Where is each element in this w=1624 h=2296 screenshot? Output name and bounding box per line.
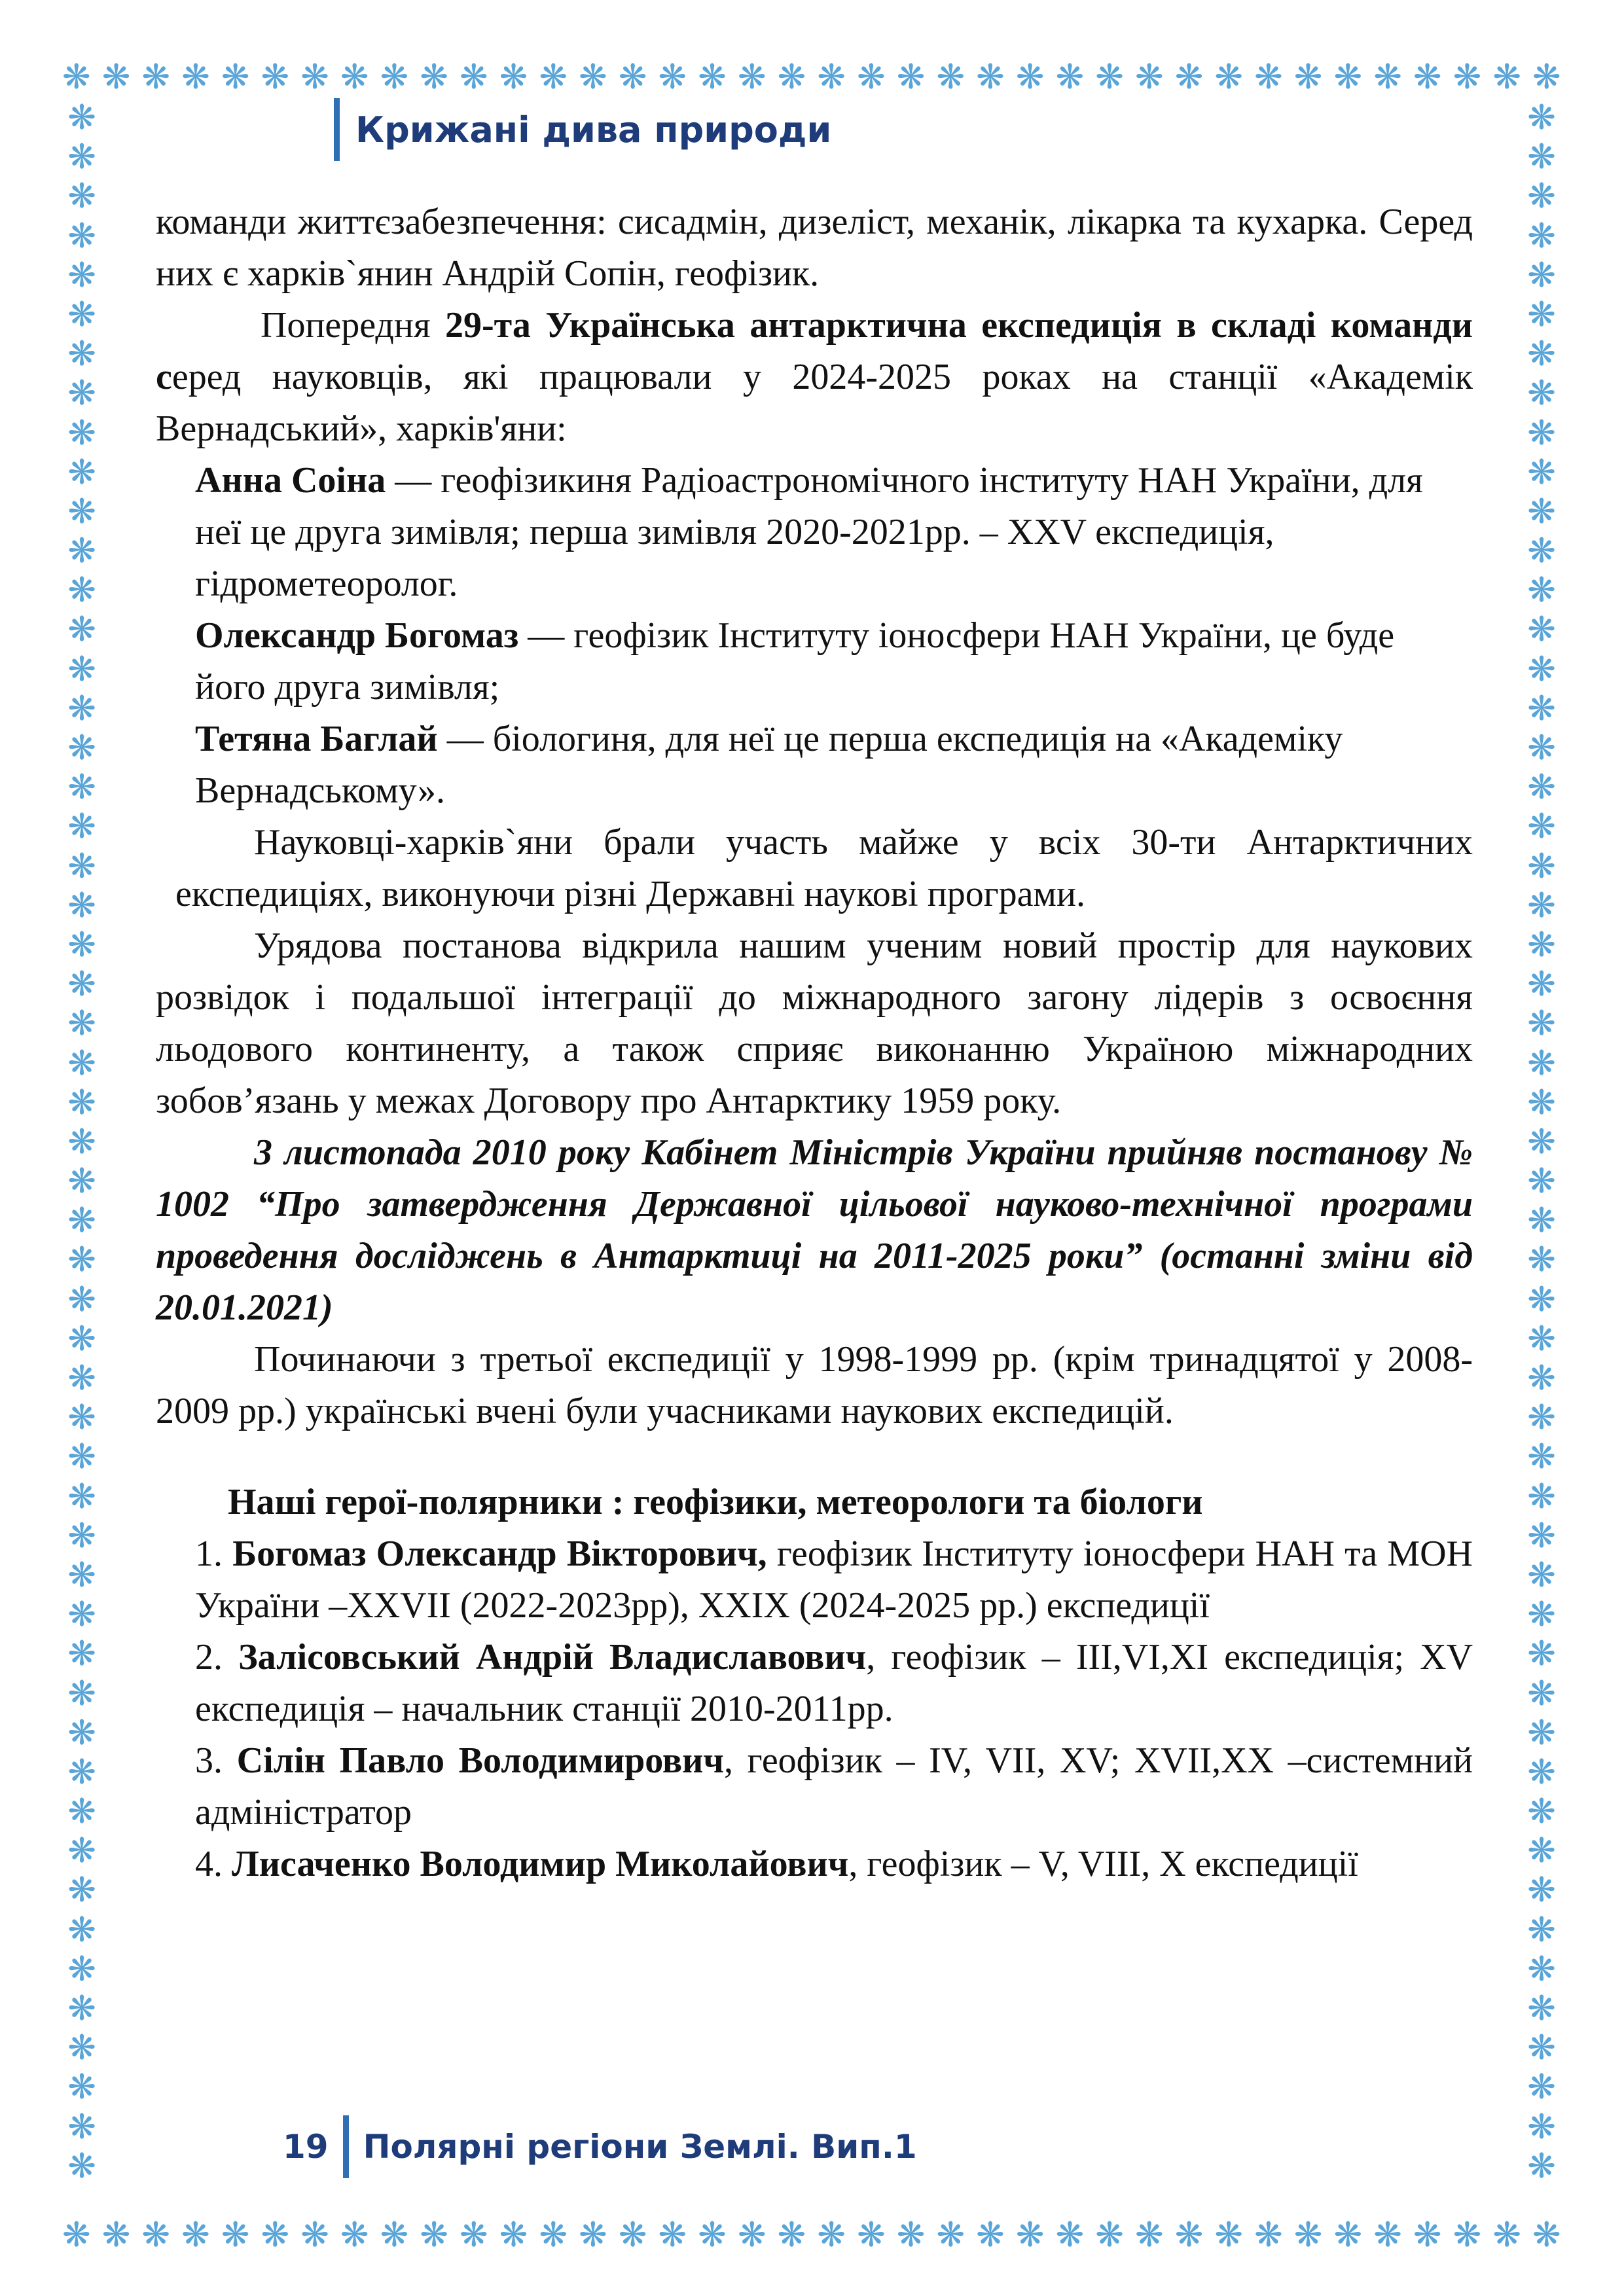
frame-star-icon: ❋: [1527, 1752, 1556, 1792]
member-1: [156, 455, 1473, 610]
frame-star-icon: ❋: [67, 610, 96, 650]
page-footer: [283, 2115, 917, 2178]
frame-star-icon: ❋: [936, 2215, 965, 2255]
frame-star-icon: ❋: [1254, 2215, 1283, 2255]
frame-star-icon: ❋: [67, 1477, 96, 1516]
frame-star-icon: ❋: [67, 255, 96, 295]
frame-star-icon: ❋: [1492, 2215, 1521, 2255]
hero-item-4: [156, 1839, 1473, 1890]
frame-star-icon: ❋: [499, 2215, 528, 2255]
frame-star-icon: ❋: [737, 58, 767, 97]
frame-star-icon: ❋: [1527, 98, 1556, 137]
frame-star-icon: ❋: [67, 571, 96, 611]
frame-star-icon: ❋: [1134, 58, 1164, 97]
frame-star-icon: ❋: [1492, 58, 1521, 97]
paragraph-4: Урядова постанова відкрила нашим ученим новий простір для наукових розвідок і подальшої інтеграції до міжнародного загону лідерів з освоєння льодового континенту, а також сприяє виконанню Україною міжнародних зобов’язань у межах Договору про Антарктику 1959 року.: [156, 925, 1473, 1121]
hero-desc: геофізик Інституту іоносфери НАН та МОН України –XXVII (2022-2023рр), XXIX (2024-2025 рр.) експедиції: [195, 1534, 1473, 1626]
frame-star-icon: ❋: [976, 58, 1005, 97]
paragraph-6: Починаючи з третьої експедиції у 1998-1999 рр. (крім тринадцятої у 2008-2009 рр.) українські вчені були учасниками наукових експедицій.: [156, 1339, 1473, 1431]
frame-star-icon: ❋: [67, 649, 96, 689]
frame-star-icon: ❋: [539, 58, 568, 97]
frame-star-icon: ❋: [976, 2215, 1005, 2255]
frame-star-icon: ❋: [67, 1713, 96, 1753]
frame-star-icon: ❋: [1527, 610, 1556, 650]
frame-star-icon: ❋: [1293, 2215, 1323, 2255]
hero-name: Богомаз Олександр Вікторович,: [232, 1534, 767, 1574]
frame-star-icon: ❋: [1527, 807, 1556, 847]
frame-star-icon: ❋: [67, 2028, 96, 2068]
frame-star-icon: ❋: [181, 2215, 210, 2255]
frame-star-icon: ❋: [181, 58, 210, 97]
frame-star-icon: ❋: [1527, 1280, 1556, 1319]
frame-star-icon: ❋: [67, 728, 96, 768]
frame-left: [62, 98, 101, 2186]
frame-star-icon: ❋: [1214, 58, 1243, 97]
frame-star-icon: ❋: [67, 531, 96, 571]
paragraph-5-decree: 3 листопада 2010 року Кабінет Міністрів України прийняв постанову № 1002 “Про затвердження Державної цільової науково-технічної програми проведення досліджень в Антарктиці на 2011-2025 роки” (останні зміни від 20.01.2021): [156, 1132, 1473, 1328]
frame-star-icon: ❋: [1015, 2215, 1045, 2255]
frame-star-icon: ❋: [737, 2215, 767, 2255]
frame-star-icon: ❋: [1527, 925, 1556, 965]
frame-star-icon: ❋: [1095, 2215, 1124, 2255]
frame-star-icon: ❋: [67, 1871, 96, 1910]
frame-star-icon: ❋: [618, 2215, 647, 2255]
frame-star-icon: ❋: [420, 58, 448, 97]
frame-star-icon: ❋: [67, 137, 96, 177]
frame-star-icon: ❋: [1527, 1398, 1556, 1438]
member-desc: — геофізикиня Радіоастрономічного інституту НАН України, для неї це друга зимівля; перша зимівля 2020-2021рр. – XXV експедиція, гідрометеоролог.: [195, 460, 1423, 604]
frame-star-icon: ❋: [1527, 1595, 1556, 1635]
frame-star-icon: ❋: [141, 58, 170, 97]
page-content: [156, 196, 1473, 1890]
frame-star-icon: ❋: [261, 58, 290, 97]
frame-star-icon: ❋: [67, 807, 96, 847]
paragraph-2-bold: 29-та Українська антарктична експедиція в складі команди с: [156, 305, 1473, 397]
frame-star-icon: ❋: [1527, 1477, 1556, 1516]
frame-star-icon: ❋: [618, 58, 647, 97]
frame-star-icon: ❋: [67, 1516, 96, 1556]
frame-star-icon: ❋: [67, 1083, 96, 1122]
hero-name: Сілін Павло Володимирович: [236, 1740, 724, 1781]
frame-star-icon: ❋: [67, 2068, 96, 2108]
frame-star-icon: ❋: [579, 2215, 607, 2255]
member-desc: — біологиня, для неї це перша експедиція на «Академіку Вернадському».: [195, 719, 1343, 811]
member-name: Тетяна Баглай: [195, 719, 438, 759]
frame-star-icon: ❋: [67, 492, 96, 531]
member-name: Олександр Богомаз: [195, 615, 519, 656]
frame-star-icon: ❋: [1134, 2215, 1164, 2255]
frame-star-icon: ❋: [1527, 1713, 1556, 1753]
frame-star-icon: ❋: [420, 2215, 448, 2255]
paragraph-2-rest: еред науковців, які працювали у 2024-2025 роках на станції «Академік Вернадський», харків'яни:: [156, 357, 1473, 449]
frame-star-icon: ❋: [340, 2215, 369, 2255]
hero-name: Лисаченко Володимир Миколайович: [232, 1844, 849, 1884]
frame-star-icon: ❋: [1527, 886, 1556, 925]
frame-star-icon: ❋: [67, 334, 96, 374]
frame-star-icon: ❋: [62, 2215, 91, 2255]
frame-top: [62, 58, 1561, 97]
frame-star-icon: ❋: [380, 2215, 409, 2255]
frame-star-icon: ❋: [67, 216, 96, 256]
frame-star-icon: ❋: [1527, 846, 1556, 886]
footer-title: Полярні регіони Землі. Вип.1: [343, 2115, 917, 2178]
hero-number: 3.: [195, 1740, 237, 1781]
frame-star-icon: ❋: [1055, 58, 1085, 97]
frame-star-icon: ❋: [67, 374, 96, 414]
frame-star-icon: ❋: [300, 58, 329, 97]
frame-star-icon: ❋: [67, 1437, 96, 1477]
hero-desc: , геофізик – III,VI,XI експедиція; XV експедиція – начальник станції 2010-2011рр.: [195, 1637, 1473, 1729]
frame-star-icon: ❋: [1333, 58, 1363, 97]
header-title: Крижані дива природи: [355, 109, 832, 151]
frame-star-icon: ❋: [67, 689, 96, 728]
frame-star-icon: ❋: [1527, 1634, 1556, 1674]
frame-star-icon: ❋: [1527, 492, 1556, 531]
paragraph-3: Науковці-харків`яни брали участь майже у всіх 30-ти Антарктичних експедиціях, виконуючи різні Державні наукові програми.: [175, 822, 1473, 914]
frame-star-icon: ❋: [221, 58, 250, 97]
frame-right: [1522, 98, 1561, 2186]
frame-star-icon: ❋: [1527, 452, 1556, 492]
frame-star-icon: ❋: [67, 2146, 96, 2186]
frame-star-icon: ❋: [141, 2215, 170, 2255]
frame-star-icon: ❋: [539, 2215, 568, 2255]
frame-star-icon: ❋: [340, 58, 369, 97]
frame-star-icon: ❋: [67, 1989, 96, 2028]
frame-star-icon: ❋: [1527, 531, 1556, 571]
frame-star-icon: ❋: [658, 58, 687, 97]
frame-star-icon: ❋: [67, 1043, 96, 1083]
frame-star-icon: ❋: [1527, 2146, 1556, 2186]
frame-star-icon: ❋: [221, 2215, 250, 2255]
frame-star-icon: ❋: [1527, 1359, 1556, 1398]
frame-star-icon: ❋: [1527, 1674, 1556, 1713]
frame-star-icon: ❋: [1527, 295, 1556, 334]
frame-star-icon: ❋: [1527, 965, 1556, 1005]
paragraph-2-prefix: Попередня: [261, 305, 446, 346]
frame-star-icon: ❋: [1527, 374, 1556, 414]
member-3: [156, 713, 1473, 817]
frame-star-icon: ❋: [1015, 58, 1045, 97]
hero-desc: , геофізик – IV, VII, XV; XVII,XX –системний адміністратор: [195, 1740, 1473, 1833]
frame-star-icon: ❋: [777, 2215, 806, 2255]
hero-name: Залісовський Андрій Владиславович: [238, 1637, 867, 1677]
frame-star-icon: ❋: [460, 58, 488, 97]
frame-star-icon: ❋: [1527, 1083, 1556, 1122]
frame-star-icon: ❋: [67, 1162, 96, 1202]
frame-star-icon: ❋: [1527, 689, 1556, 728]
frame-star-icon: ❋: [62, 58, 91, 97]
frame-star-icon: ❋: [1333, 2215, 1363, 2255]
frame-star-icon: ❋: [499, 58, 528, 97]
hero-number: 1.: [195, 1534, 233, 1574]
frame-star-icon: ❋: [1453, 2215, 1482, 2255]
frame-star-icon: ❋: [67, 1122, 96, 1162]
frame-star-icon: ❋: [1527, 571, 1556, 611]
frame-star-icon: ❋: [1527, 1555, 1556, 1595]
page-number: 19: [283, 2128, 329, 2166]
frame-star-icon: ❋: [1527, 1989, 1556, 2028]
paragraph-1: команди життєзабезпечення: сисадмін, дизеліст, механік, лікарка та кухарка. Серед них є харків`янин Андрій Сопін, геофізик.: [156, 202, 1473, 294]
frame-star-icon: ❋: [1527, 1319, 1556, 1359]
frame-star-icon: ❋: [67, 1634, 96, 1674]
frame-star-icon: ❋: [1527, 137, 1556, 177]
frame-star-icon: ❋: [1527, 413, 1556, 453]
frame-star-icon: ❋: [300, 2215, 329, 2255]
frame-star-icon: ❋: [67, 925, 96, 965]
frame-star-icon: ❋: [67, 1674, 96, 1713]
frame-star-icon: ❋: [1527, 255, 1556, 295]
frame-star-icon: ❋: [1095, 58, 1124, 97]
hero-number: 2.: [195, 1637, 239, 1677]
frame-bottom: [62, 2215, 1561, 2255]
frame-star-icon: ❋: [380, 58, 409, 97]
spacer: [156, 1437, 1473, 1477]
frame-star-icon: ❋: [67, 177, 96, 217]
hero-number: 4.: [195, 1844, 232, 1884]
frame-star-icon: ❋: [1527, 177, 1556, 217]
frame-star-icon: ❋: [857, 58, 886, 97]
frame-star-icon: ❋: [67, 1280, 96, 1319]
frame-star-icon: ❋: [1527, 1201, 1556, 1241]
frame-star-icon: ❋: [1373, 2215, 1402, 2255]
frame-star-icon: ❋: [460, 2215, 488, 2255]
frame-star-icon: ❋: [1174, 2215, 1204, 2255]
frame-star-icon: ❋: [1527, 2107, 1556, 2147]
frame-star-icon: ❋: [1527, 1004, 1556, 1044]
frame-star-icon: ❋: [67, 1004, 96, 1044]
member-name: Анна Соіна: [195, 460, 386, 501]
frame-star-icon: ❋: [67, 1240, 96, 1280]
page-header: [334, 98, 831, 161]
frame-star-icon: ❋: [67, 1792, 96, 1832]
frame-star-icon: ❋: [1527, 1831, 1556, 1871]
frame-star-icon: ❋: [67, 1910, 96, 1950]
frame-star-icon: ❋: [1055, 2215, 1085, 2255]
frame-star-icon: ❋: [67, 1949, 96, 1989]
frame-star-icon: ❋: [67, 1319, 96, 1359]
frame-star-icon: ❋: [1527, 1162, 1556, 1202]
frame-star-icon: ❋: [67, 1201, 96, 1241]
frame-star-icon: ❋: [1174, 58, 1204, 97]
frame-star-icon: ❋: [1254, 58, 1283, 97]
hero-item-2: [156, 1632, 1473, 1735]
frame-star-icon: ❋: [1527, 1910, 1556, 1950]
frame-star-icon: ❋: [1527, 728, 1556, 768]
frame-star-icon: ❋: [1413, 2215, 1442, 2255]
frame-star-icon: ❋: [67, 413, 96, 453]
frame-star-icon: ❋: [1527, 2028, 1556, 2068]
member-2: [156, 610, 1473, 713]
frame-star-icon: ❋: [1527, 1240, 1556, 1280]
frame-star-icon: ❋: [67, 1555, 96, 1595]
frame-star-icon: ❋: [1527, 1871, 1556, 1910]
frame-star-icon: ❋: [67, 1752, 96, 1792]
frame-star-icon: ❋: [101, 2215, 131, 2255]
paragraph-2: [156, 300, 1473, 455]
frame-star-icon: ❋: [261, 2215, 290, 2255]
frame-star-icon: ❋: [67, 1831, 96, 1871]
frame-star-icon: ❋: [817, 58, 846, 97]
frame-star-icon: ❋: [1532, 58, 1561, 97]
heroes-heading: Наші герої-полярники : геофізики, метеорологи та біологи: [228, 1482, 1203, 1522]
frame-star-icon: ❋: [698, 58, 727, 97]
frame-star-icon: ❋: [658, 2215, 687, 2255]
frame-star-icon: ❋: [67, 1595, 96, 1635]
frame-star-icon: ❋: [67, 1359, 96, 1398]
frame-star-icon: ❋: [1527, 1437, 1556, 1477]
frame-star-icon: ❋: [936, 58, 965, 97]
frame-star-icon: ❋: [101, 58, 131, 97]
frame-star-icon: ❋: [817, 2215, 846, 2255]
frame-star-icon: ❋: [1527, 216, 1556, 256]
frame-star-icon: ❋: [579, 58, 607, 97]
frame-star-icon: ❋: [1527, 1792, 1556, 1832]
frame-star-icon: ❋: [67, 2107, 96, 2147]
frame-star-icon: ❋: [1527, 334, 1556, 374]
frame-star-icon: ❋: [67, 768, 96, 808]
frame-star-icon: ❋: [1214, 2215, 1243, 2255]
frame-star-icon: ❋: [1373, 58, 1402, 97]
frame-star-icon: ❋: [67, 846, 96, 886]
frame-star-icon: ❋: [1527, 2068, 1556, 2108]
frame-star-icon: ❋: [1293, 58, 1323, 97]
frame-star-icon: ❋: [1453, 58, 1482, 97]
frame-star-icon: ❋: [1527, 768, 1556, 808]
frame-star-icon: ❋: [1527, 1043, 1556, 1083]
frame-star-icon: ❋: [1527, 1122, 1556, 1162]
frame-star-icon: ❋: [67, 452, 96, 492]
frame-star-icon: ❋: [67, 295, 96, 334]
hero-item-1: [156, 1528, 1473, 1632]
frame-star-icon: ❋: [777, 58, 806, 97]
frame-star-icon: ❋: [67, 965, 96, 1005]
frame-star-icon: ❋: [698, 2215, 727, 2255]
frame-star-icon: ❋: [1527, 1516, 1556, 1556]
frame-star-icon: ❋: [67, 98, 96, 137]
member-desc: — геофізик Інституту іоносфери НАН України, це буде його друга зимівля;: [195, 615, 1395, 708]
hero-desc: , геофізик – V, VIII, X експедиції: [848, 1844, 1358, 1884]
frame-star-icon: ❋: [857, 2215, 886, 2255]
frame-star-icon: ❋: [67, 1398, 96, 1438]
frame-star-icon: ❋: [1527, 1949, 1556, 1989]
frame-star-icon: ❋: [1532, 2215, 1561, 2255]
hero-item-3: [156, 1735, 1473, 1839]
frame-star-icon: ❋: [896, 58, 926, 97]
frame-star-icon: ❋: [1527, 649, 1556, 689]
frame-star-icon: ❋: [1413, 58, 1442, 97]
frame-star-icon: ❋: [896, 2215, 926, 2255]
frame-star-icon: ❋: [67, 886, 96, 925]
